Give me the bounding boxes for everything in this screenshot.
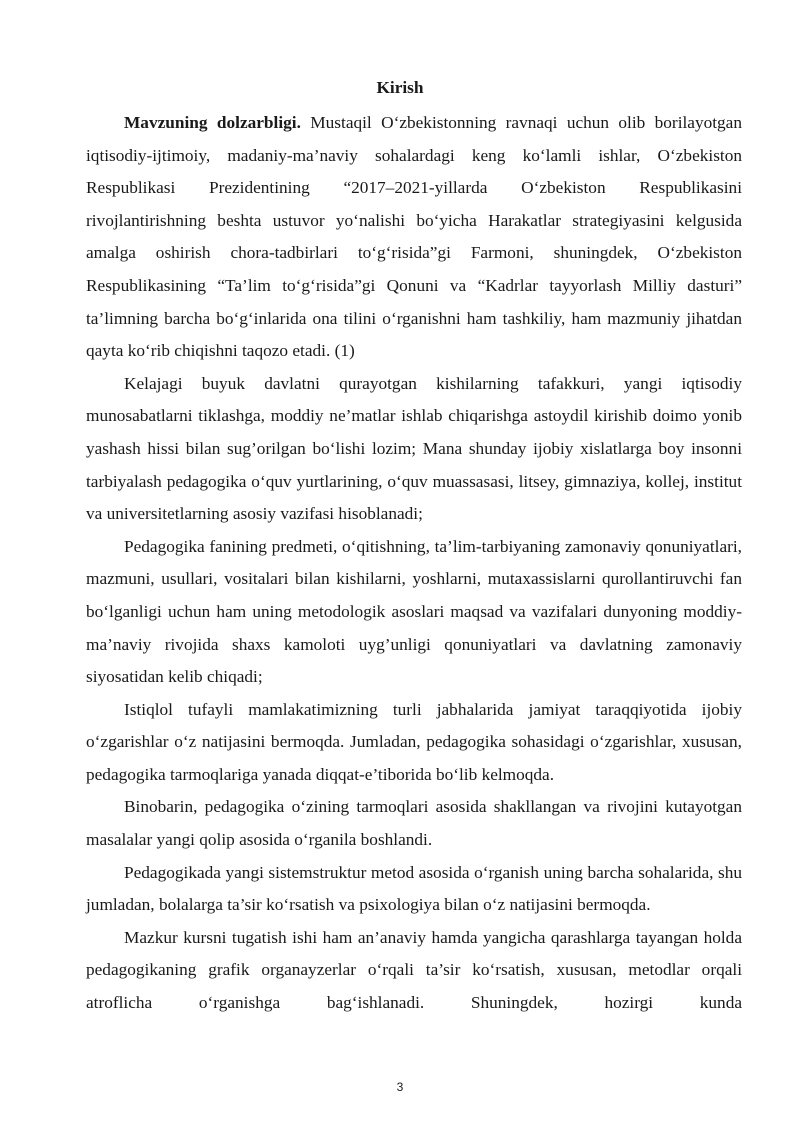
body-text — [86, 107, 742, 1020]
paragraph: Kelajagi buyuk davlatni qurayotgan kishilarning tafakkuri, yangi iqtisodiy munosabatlarni tiklashga, moddiy ne’matlar ishlab chiqarishga astoydil kirishib doimo yonib yashash hissi bilan sug’orilgan bo‘lishi lozim; Mana shunday ijobiy xislatlarga boy insonni tarbiyalash pedagogika o‘quv yurtlarining, o‘quv muassasasi, litsey, gimnaziya, kollej, institut va universitetlarning asosiy vazifasi hisoblanadi; — [86, 373, 742, 524]
paragraph: Binobarin, pedagogika o‘zining tarmoqlari asosida shakllangan va rivojini kutayotgan masalalar yangi qolip asosida o‘rganila boshlandi. — [86, 797, 742, 850]
paragraph-text: Mustaqil O‘zbekistonning ravnaqi uchun olib borilayotgan iqtisodiy-ijtimoiy, madaniy-ma’naviy sohalardagi keng ko‘lamli ishlar, O‘zbekiston Respublikasi Prezidentining “2017–2021-yillarda O‘zbekiston Respublikasini rivojlantirishning beshta ustuvor yo‘nalishi bo‘yicha Harakatlar strategiyasini kelgusida amalga oshirish chora-tadbirlari to‘g‘risida”gi Farmoni, shuningdek, O‘zbekiston Respublikasining “Ta’lim to‘g‘risida”gi Qonuni va “Kadrlar tayyorlash Milliy dasturi” ta’limning barcha bo‘g‘inlarida ona tilini o‘rganishni ham tashkiliy, ham mazmuniy jihatdan qayta ko‘rib chiqishni taqozo etadi. (1) — [86, 113, 742, 361]
page-number: 3 — [396, 1080, 404, 1094]
paragraph: Mazkur kursni tugatish ishi ham an’anaviy hamda yangicha qarashlarga tayangan holda pedagogikaning grafik organayzerlar o‘rqali ta’sir ko‘rsatish, xususan, metodlar orqali atroflicha o‘rganishga bag‘ishlanadi. Shuningdek, hozirgi kunda — [86, 927, 742, 1013]
section-title: Kirish — [376, 78, 424, 97]
paragraph: Istiqlol tufayli mamlakatimizning turli jabhalarida jamiyat taraqqiyotida ijobiy o‘zgarishlar o‘z natijasini bermoqda. Jumladan, pedagogika sohasidagi o‘zgarishlar, xususan, pedagogika tarmoqlariga yanada diqqat-e’tiborida bo‘lib kelmoqda. — [86, 699, 742, 784]
paragraph: Pedagogikada yangi sistemstruktur metod asosida o‘rganish uning barcha sohalarida, shu jumladan, bolalarga ta’sir ko‘rsatish va psixologiya bilan o‘z natijasini bermoqda. — [86, 862, 742, 915]
paragraph-lead: Mavzuning dolzarbligi. — [124, 113, 301, 132]
paragraph-relevance — [86, 107, 742, 368]
paragraph: Pedagogika fanining predmeti, o‘qitishning, ta’lim-tarbiyaning zamonaviy qonuniyatlari, mazmuni, usullari, vositalari bilan kishilarni, yoshlarni, mutaxassislarni qurollantiruvchi fan bo‘lganligi uchun ham uning metodologik asoslari maqsad va vazifalari dunyoning moddiy-ma’naviy rivojida shaxs kamoloti uyg’unligi qonuniyatlari va davlatning zamonaviy siyosatidan kelib chiqadi; — [86, 536, 742, 687]
